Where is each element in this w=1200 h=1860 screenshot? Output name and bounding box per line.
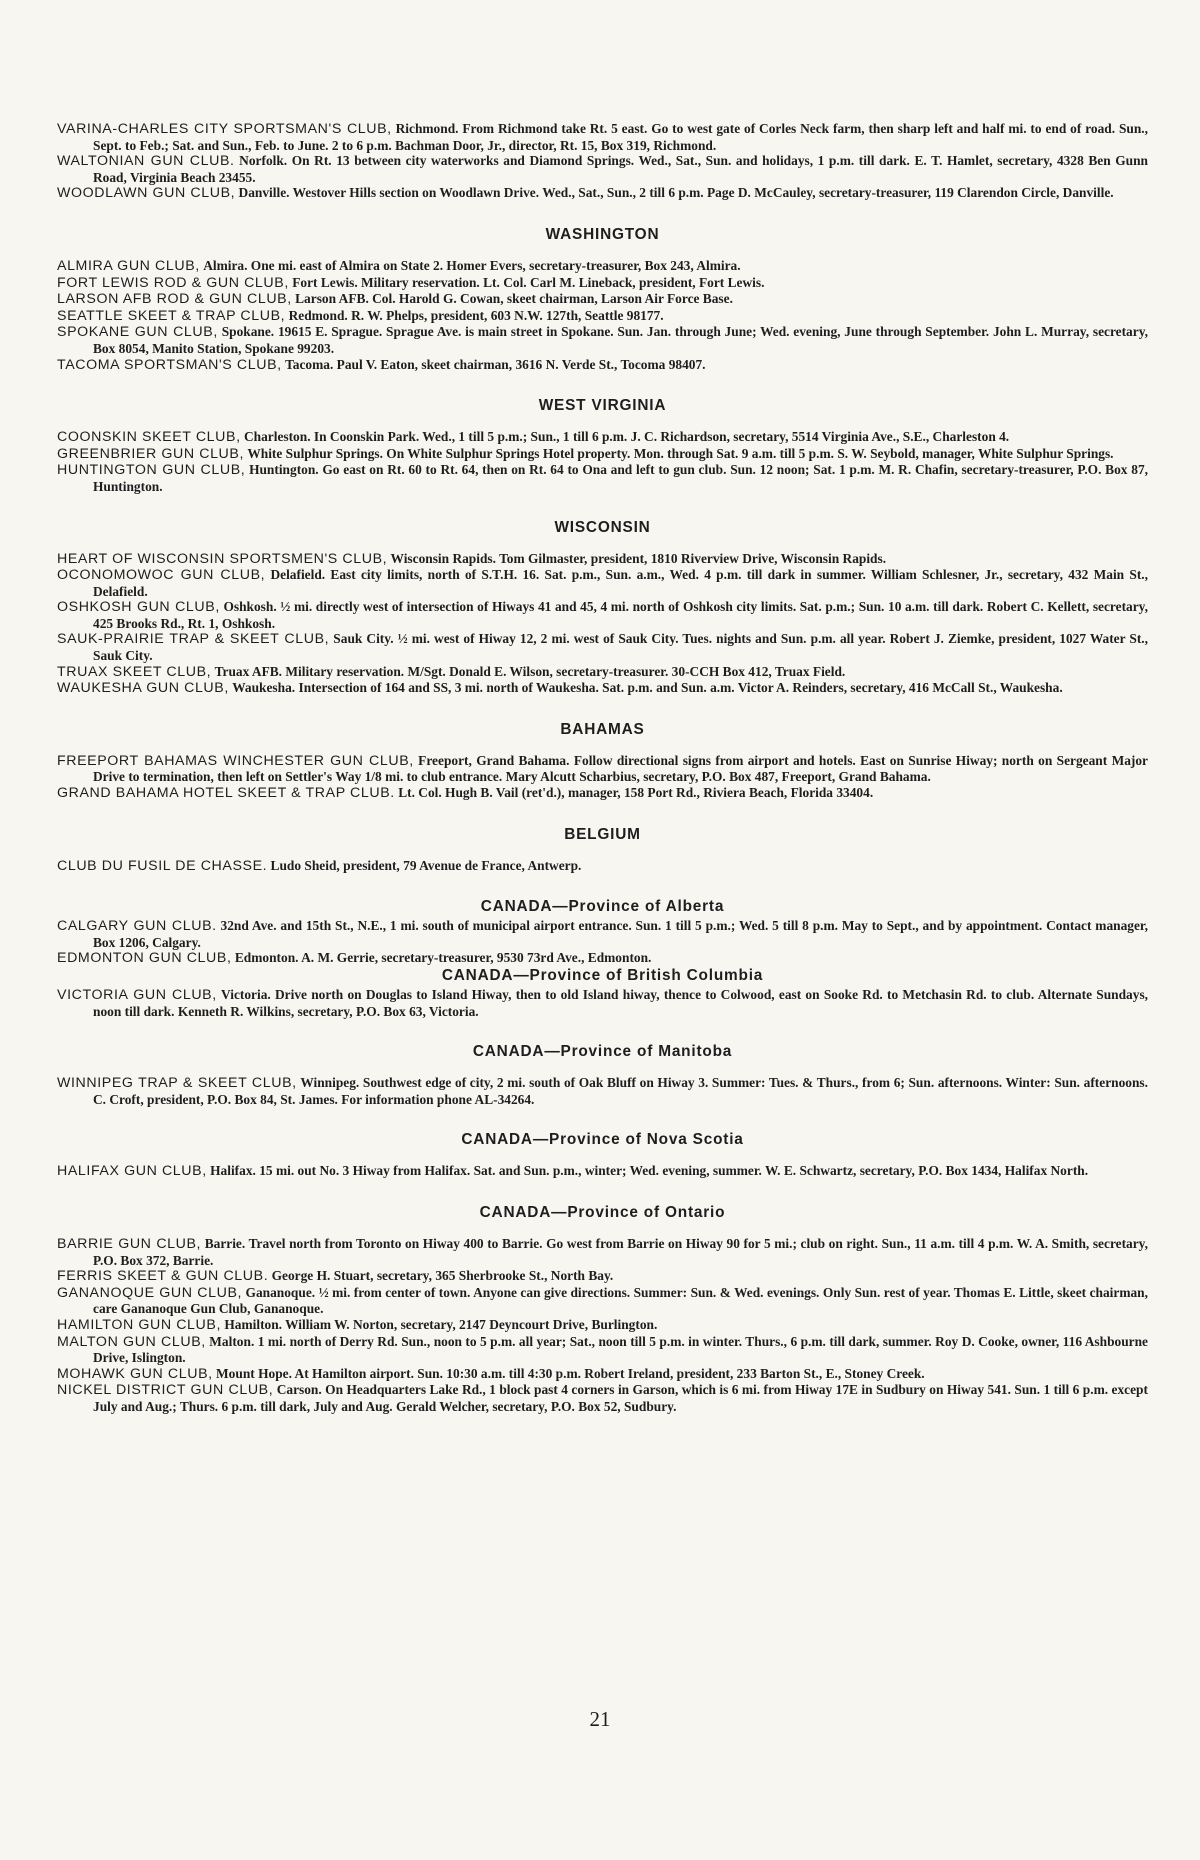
section-wisconsin: [57, 519, 1148, 697]
club-entry: [57, 1075, 1148, 1107]
club-name: FERRIS SKEET & GUN CLUB.: [57, 1268, 269, 1285]
club-entry: [57, 462, 1148, 494]
section-heading: WEST VIRGINIA: [538, 397, 667, 415]
club-entry: [57, 1382, 1148, 1414]
club-entry: [57, 446, 1148, 463]
club-details: Ludo Sheid, president, 79 Avenue de France, Antwerp.: [270, 857, 582, 873]
section-heading: CANADA—Province of Manitoba: [472, 1043, 733, 1061]
club-name: OCONOMOWOC GUN CLUB,: [57, 567, 266, 584]
club-name: HAMILTON GUN CLUB,: [57, 1316, 221, 1333]
section-belgium: [57, 826, 1148, 875]
club-entry: [57, 664, 1148, 681]
club-details: Waukesha. Intersection of 164 and SS, 3 mi. north of Waukesha. Sat. p.m. and Sun. a.m. Victor A. Reinders, secretary, 416 McCall St., Waukesha.: [232, 680, 1063, 696]
club-name: OSHKOSH GUN CLUB,: [57, 599, 220, 616]
club-name: VICTORIA GUN CLUB,: [57, 987, 217, 1003]
section-heading: CANADA—Province of Nova Scotia: [461, 1131, 744, 1149]
club-details: George H. Stuart, secretary, 365 Sherbrooke St., North Bay.: [271, 1268, 614, 1284]
club-name: ALMIRA GUN CLUB,: [57, 257, 200, 274]
club-details: Danville. Westover Hills section on Woodlawn Drive. Wed., Sat., Sun., 2 till 6 p.m. Page D. McCauley, secretary-treasurer, 119 Clarendon Circle, Danville.: [238, 185, 1114, 201]
section-heading: WASHINGTON: [545, 225, 660, 243]
club-entry: [57, 258, 1148, 275]
club-entry: [57, 567, 1148, 599]
club-details: Malton. 1 mi. north of Derry Rd. Sun., noon to 5 p.m. all year; Sat., noon till 5 p.m. in winter. Thurs., 6 p.m. till dark, summer. Roy D. Cooke, owner, 116 Ashbourne Drive, Islington.: [93, 1333, 1148, 1366]
club-name: TACOMA SPORTSMAN'S CLUB,: [57, 356, 282, 373]
page-number: 21: [589, 1707, 611, 1731]
club-name: COONSKIN SKEET CLUB,: [57, 429, 241, 446]
club-details: Richmond. From Richmond take Rt. 5 east. Go to west gate of Corles Neck farm, then sharp left and half mi. to end of road. Sun., Sept. to Feb.; Sat. and Sun., Feb. to June. 2 to 6 p.m. Bachman Door, Jr., director, Rt. 15, Box 319, Richmond.: [93, 121, 1148, 153]
section-bahamas: [57, 721, 1148, 802]
club-entry: [57, 324, 1148, 356]
club-name: EDMONTON GUN CLUB,: [57, 950, 232, 967]
section-heading: CANADA—Province of Ontario: [479, 1203, 726, 1221]
club-entry: [57, 1236, 1148, 1268]
club-details: Norfolk. On Rt. 13 between city waterworks and Diamond Springs. Wed., Sat., Sun. and holidays, 1 p.m. till dark. E. T. Hamlet, secretary, 4328 Ben Gunn Road, Virginia Beach 23455.: [93, 153, 1149, 185]
section-canada-ontario: [57, 1204, 1148, 1415]
club-details: Carson. On Headquarters Lake Rd., 1 block past 4 corners in Garson, which is 6 mi. from Hiway 17E in Sudbury on Hiway 541. Sun. 1 till 6 p.m. except July and Aug.; Thurs. 6 p.m. till dark, July and Aug. Gerald Welcher, secretary, P.O. Box 52, Sudbury.: [93, 1382, 1148, 1414]
club-name: WALTONIAN GUN CLUB.: [57, 153, 235, 170]
club-name: GREENBRIER GUN CLUB,: [57, 445, 245, 462]
section-canada-nova-scotia: [57, 1131, 1148, 1180]
club-name: FORT LEWIS ROD & GUN CLUB,: [57, 274, 289, 291]
club-entry: [57, 1366, 1148, 1383]
club-name: LARSON AFB ROD & GUN CLUB,: [57, 291, 292, 308]
club-entry: [57, 185, 1148, 202]
club-details: Charleston. In Coonskin Park. Wed., 1 till 5 p.m.; Sun., 1 till 6 p.m. J. C. Richardson, secretary, 5514 Virginia Ave., S.E., Charleston 4.: [243, 429, 1010, 445]
club-name: WINNIPEG TRAP & SKEET CLUB,: [57, 1075, 297, 1092]
club-name: TRUAX SKEET CLUB,: [57, 663, 212, 680]
club-details: Lt. Col. Hugh B. Vail (ret'd.), manager, 158 Port Rd., Riviera Beach, Florida 33404.: [398, 785, 874, 801]
club-details: Truax AFB. Military reservation. M/Sgt. Donald E. Wilson, secretary-treasurer. 30-CCH Box 412, Truax Field.: [214, 663, 846, 679]
club-entry: [57, 950, 1148, 967]
club-entry: [57, 785, 1148, 802]
club-details: Huntington. Go east on Rt. 60 to Rt. 64, then on Rt. 64 to Ona and left to gun club. Sun. 12 noon; Sat. 1 p.m. M. R. Chafin, secretary-treasurer, P.O. Box 87, Huntington.: [93, 462, 1148, 494]
club-entry: [57, 551, 1148, 568]
club-details: Delafield. East city limits, north of S.T.H. 16. Sat. p.m., Sun. a.m., Wed. 4 p.m. till dark in summer. William Schlesner, Jr., secretary, 432 Main St., Delafield.: [93, 567, 1148, 599]
section-canada-alberta: [57, 898, 1148, 967]
club-details: Halifax. 15 mi. out No. 3 Hiway from Halifax. Sat. and Sun. p.m., winter; Wed. evening, summer. W. E. Schwartz, secretary, P.O. Box 1434, Halifax North.: [210, 1163, 1089, 1179]
section-virginia-continued: [57, 121, 1148, 202]
club-details: Winnipeg. Southwest edge of city, 2 mi. south of Oak Bluff on Hiway 3. Summer: Tues. & Thurs., from 6; Sun. afternoons. Winter: Sun. afternoons. C. Croft, president, P.O. Box 84, St. James. For information phone AL-34264.: [93, 1075, 1148, 1107]
club-name: HALIFAX GUN CLUB,: [57, 1163, 207, 1180]
club-entry: [57, 153, 1148, 185]
section-washington: [57, 226, 1148, 373]
club-entry: [57, 1334, 1148, 1366]
club-name: BARRIE GUN CLUB,: [57, 1235, 202, 1252]
club-name: CLUB DU FUSIL DE CHASSE.: [57, 857, 268, 874]
section-heading: CANADA—Province of Alberta: [480, 898, 725, 916]
club-entry: [57, 1268, 1148, 1285]
club-details: Sauk City. ½ mi. west of Hiway 12, 2 mi. west of Sauk City. Tues. nights and Sun. p.m. all year. Robert J. Ziemke, president, 1027 Water St., Sauk City.: [93, 631, 1148, 664]
club-details: Wisconsin Rapids. Tom Gilmaster, president, 1810 Riverview Drive, Wisconsin Rapids.: [390, 550, 887, 566]
club-details: Redmond. R. W. Phelps, president, 603 N.W. 127th, Seattle 98177.: [288, 307, 664, 323]
club-entry: [57, 987, 1148, 1019]
club-entry: [57, 121, 1148, 153]
club-details: 32nd Ave. and 15th St., N.E., 1 mi. south of municipal airport entrance. Sun. 1 till 5 p.m.; Wed. 5 till 8 p.m. May to Sept., and by appointment. Contact manager, Box 1206, Calgary.: [93, 918, 1148, 950]
section-heading: BELGIUM: [564, 825, 641, 843]
section-west-virginia: [57, 397, 1148, 494]
club-name: MOHAWK GUN CLUB,: [57, 1365, 213, 1382]
club-name: WAUKESHA GUN CLUB,: [57, 680, 229, 697]
club-details: Hamilton. William W. Norton, secretary, 2147 Deyncourt Drive, Burlington.: [224, 1316, 658, 1332]
section-canada-manitoba: [57, 1043, 1148, 1107]
club-name: GANANOQUE GUN CLUB,: [57, 1284, 243, 1301]
club-entry: [57, 357, 1148, 374]
club-entry: [57, 631, 1148, 663]
club-details: Tacoma. Paul V. Eaton, skeet chairman, 3616 N. Verde St., Tocoma 98407.: [285, 356, 706, 372]
club-details: Freeport, Grand Bahama. Follow directional signs from airport and hotels. East on Sunrise Hiway; north on Sergeant Major Drive to termination, then left on Settler's Way 1/8 mi. to club entrance. Mary Alcutt Scharbius, secretary, P.O. Box 487, Freeport, Grand Bahama.: [93, 752, 1149, 785]
club-name: SPOKANE GUN CLUB,: [57, 324, 218, 341]
club-name: SAUK-PRAIRIE TRAP & SKEET CLUB,: [57, 631, 330, 648]
club-entry: [57, 1285, 1148, 1317]
club-details: Spokane. 19615 E. Sprague. Sprague Ave. is main street in Spokane. Sun. Jan. through June; Wed. evening, June through September. John L. Murray, secretary, Box 8054, Manito Station, Spokane 99203.: [93, 324, 1148, 356]
club-name: GRAND BAHAMA HOTEL SKEET & TRAP CLUB.: [57, 785, 395, 802]
club-entry: [57, 429, 1148, 446]
club-name: MALTON GUN CLUB,: [57, 1333, 206, 1350]
club-name: CALGARY GUN CLUB.: [57, 918, 217, 935]
club-entry: [57, 308, 1148, 325]
club-details: Victoria. Drive north on Douglas to Island Hiway, then to old Island hiway, thence to Colwood, east on Sooke Rd. to Metchasin Rd. to club. Alternate Sundays, noon till dark. Kenneth R. Wilkins, secretary, P.O. Box 63, Victoria.: [93, 987, 1149, 1019]
club-name: SEATTLE SKEET & TRAP CLUB,: [57, 307, 286, 324]
club-name: HUNTINGTON GUN CLUB,: [57, 462, 246, 479]
section-heading: WISCONSIN: [554, 518, 651, 536]
club-name: FREEPORT BAHAMAS WINCHESTER GUN CLUB,: [57, 752, 414, 769]
club-entry: [57, 599, 1148, 631]
club-details: Larson AFB. Col. Harold G. Cowan, skeet chairman, Larson Air Force Base.: [295, 291, 733, 307]
club-name: WOODLAWN GUN CLUB,: [57, 185, 236, 202]
club-entry: [57, 1317, 1148, 1334]
club-details: Edmonton. A. M. Gerrie, secretary-treasurer, 9530 73rd Ave., Edmonton.: [234, 950, 652, 966]
club-entry: [57, 291, 1148, 308]
club-entry: [57, 680, 1148, 697]
section-heading: CANADA—Province of British Columbia: [441, 967, 764, 984]
club-entry: [57, 753, 1148, 785]
club-entry: [57, 858, 1148, 875]
club-details: Oshkosh. ½ mi. directly west of intersection of Hiways 41 and 45, 4 mi. north of Oshkosh city limits. Sat. p.m.; Sun. 10 a.m. till dark. Robert C. Kellett, secretary, 425 Brooks Rd., Rt. 1, Oshkosh.: [93, 599, 1148, 631]
club-entry: [57, 275, 1148, 292]
club-entry: [57, 1163, 1148, 1180]
section-heading: BAHAMAS: [560, 720, 645, 738]
section-canada-british-columbia: [57, 967, 1148, 1019]
club-name: VARINA-CHARLES CITY SPORTSMAN'S CLUB,: [57, 121, 392, 137]
club-name: HEART OF WISCONSIN SPORTSMEN'S CLUB,: [57, 550, 388, 567]
club-name: NICKEL DISTRICT GUN CLUB,: [57, 1382, 274, 1399]
club-details: Almira. One mi. east of Almira on State 2. Homer Evers, secretary-treasurer, Box 243, Almira.: [203, 257, 741, 273]
club-details: Barrie. Travel north from Toronto on Hiway 400 to Barrie. Go west from Barrie on Hiway 90 for 5 mi.; club on right. Sun., 11 a.m. till 4 p.m. W. A. Smith, secretary, P.O. Box 372, Barrie.: [93, 1235, 1148, 1268]
club-details: White Sulphur Springs. On White Sulphur Springs Hotel property. Mon. through Sat. 9 a.m. till 5 p.m. S. W. Seybold, manager, White Sulphur Springs.: [247, 445, 1114, 461]
club-details: Mount Hope. At Hamilton airport. Sun. 10:30 a.m. till 4:30 p.m. Robert Ireland, president, 233 Barton St., E., Stoney Creek.: [216, 1365, 925, 1381]
club-details: Gananoque. ½ mi. from center of town. Anyone can give directions. Summer: Sun. & Wed. evenings. Only Sun. rest of year. Thomas E. Little, skeet chairman, care Gananoque Gun Club, Gananoque.: [93, 1284, 1148, 1317]
club-entry: [57, 918, 1148, 950]
club-details: Fort Lewis. Military reservation. Lt. Col. Carl M. Lineback, president, Fort Lewis.: [292, 274, 765, 290]
